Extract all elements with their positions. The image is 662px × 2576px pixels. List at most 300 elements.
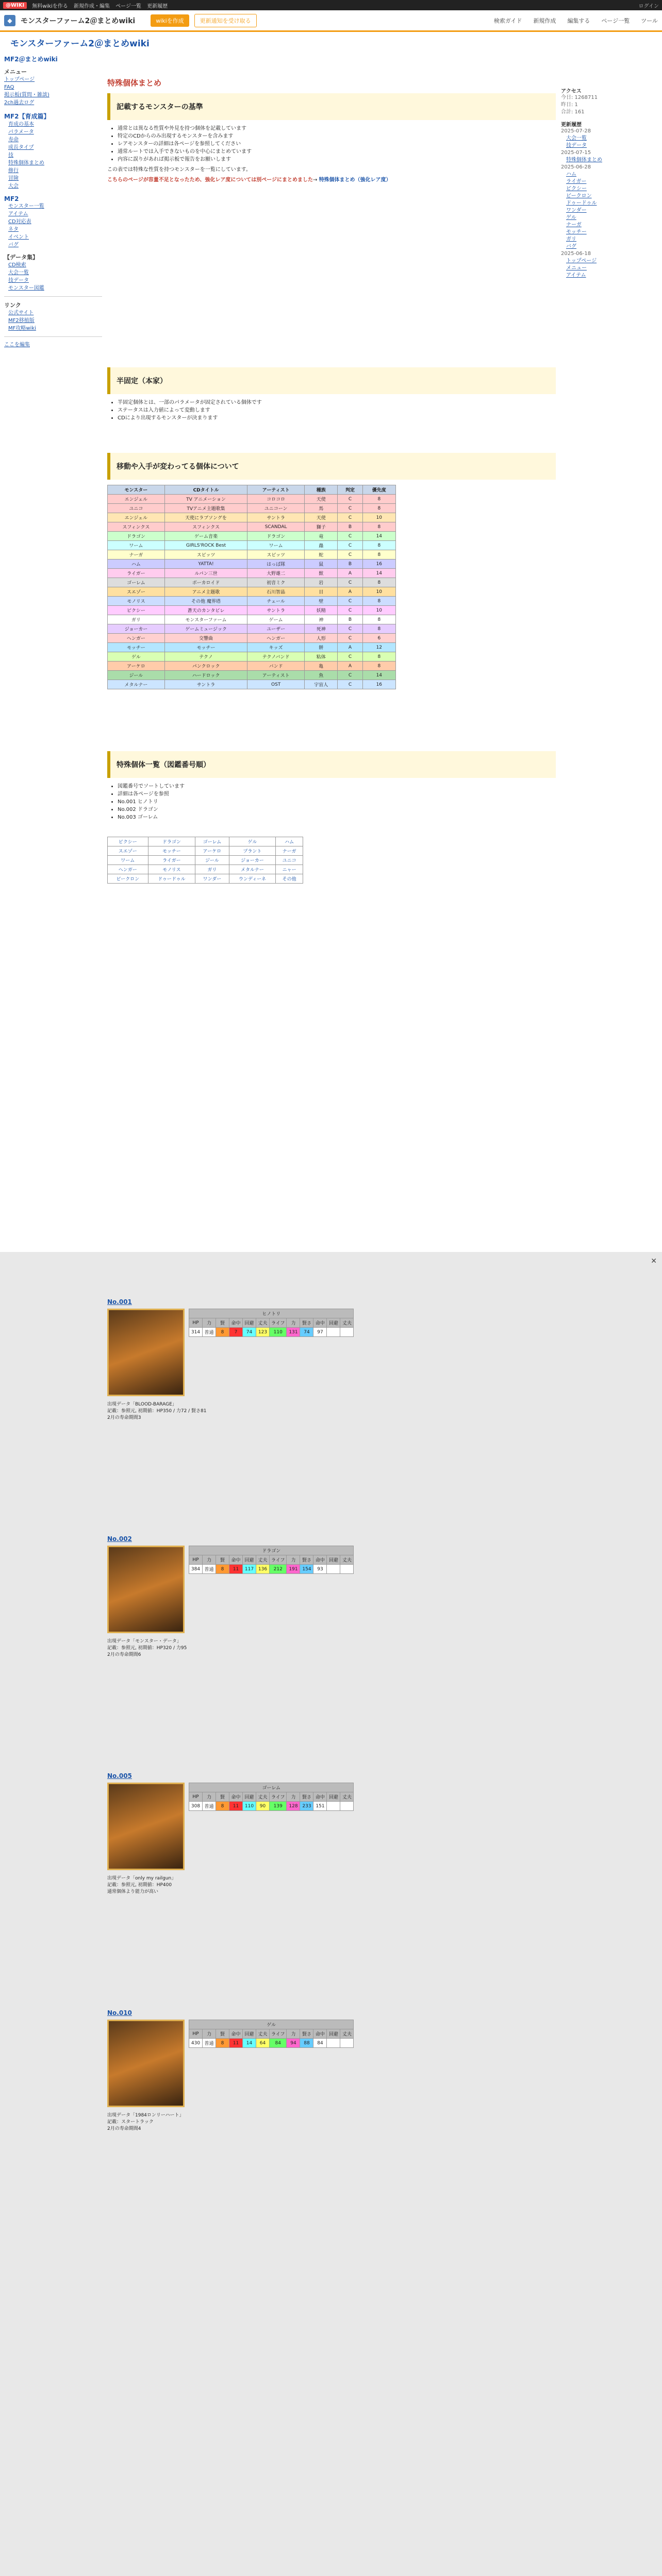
top-links: [4, 76, 102, 107]
table-cell: ドラゴン: [247, 532, 305, 541]
table-cell: 目: [305, 587, 338, 597]
follow-button[interactable]: 更新通知を受け取る: [194, 14, 257, 27]
table-cell: 鼠: [305, 560, 338, 569]
stat-label: 力: [203, 1792, 216, 1802]
sidebar-link[interactable]: イベント: [8, 234, 29, 240]
monster-card: [107, 1772, 556, 1989]
table-cell: スピッツ: [164, 550, 247, 560]
sidebar-link[interactable]: 寿命: [8, 137, 19, 143]
table-cell: ガリ: [108, 615, 165, 624]
table-cell: ワーム: [247, 541, 305, 550]
stat-label: 命中: [313, 2029, 327, 2039]
sidebar-link[interactable]: MF攻略wiki: [8, 326, 36, 331]
table-cell: アーティスト: [247, 671, 305, 680]
stat-label: 賢さ: [300, 2029, 313, 2039]
table-cell: 初音ミク: [247, 578, 305, 587]
table-row: [189, 1328, 354, 1337]
access-stat: 今日: 1268711: [561, 95, 598, 100]
sidebar-link[interactable]: 技: [8, 152, 13, 158]
table-row: [108, 846, 303, 856]
stat-value: [340, 2039, 354, 2048]
sidebar-link[interactable]: 冒険: [8, 176, 19, 181]
table-row: [189, 1783, 354, 1792]
table-row: [108, 643, 396, 652]
stat-value: 308: [189, 1802, 203, 1811]
stat-label: 回避: [327, 1555, 340, 1565]
stats-table: [189, 1783, 354, 1811]
spacer: [107, 187, 556, 362]
table-cell: 14: [362, 671, 395, 680]
stats-table: [189, 1309, 354, 1337]
table-row: [189, 1555, 354, 1565]
stat-label: 力: [287, 2029, 300, 2039]
index-grid-link[interactable]: ドラゴン: [148, 837, 195, 846]
index-grid-link[interactable]: ヘンガー: [108, 865, 148, 874]
table-cell: C: [338, 597, 362, 606]
table-cell: ボーカロイド: [164, 578, 247, 587]
criteria-list: [107, 125, 556, 163]
table-cell: 8: [362, 495, 395, 504]
list-item: • 半固定個体とは、一部のパラメータが固定されている個体です: [118, 399, 556, 406]
divider: [4, 336, 102, 337]
left-sidebar: [4, 49, 102, 1183]
table-row: [108, 597, 396, 606]
sidebar-link[interactable]: パラメータ: [8, 129, 34, 135]
stat-label: 力: [203, 2029, 216, 2039]
table-row: [108, 541, 396, 550]
monster-name: ゲル: [189, 2020, 354, 2029]
table-row: [189, 1309, 354, 1318]
sidebar-link[interactable]: 特殊個体まとめ: [8, 160, 44, 166]
stat-value: 110: [243, 1802, 256, 1811]
sidebar-link[interactable]: 技データ: [8, 278, 29, 283]
sidebar-link[interactable]: 大会: [8, 183, 19, 189]
table-cell: サントラ: [164, 680, 247, 689]
index-grid-link[interactable]: その他: [276, 874, 303, 884]
section-links-list: [4, 309, 102, 332]
table-cell: B: [338, 560, 362, 569]
table-cell: メタルナー: [108, 680, 165, 689]
stat-value: 90: [256, 1802, 270, 1811]
stat-value: [340, 1565, 354, 1574]
stat-label: 賢さ: [300, 1792, 313, 1802]
table-cell: モノリス: [108, 597, 165, 606]
card-title[interactable]: No.002: [107, 1535, 132, 1543]
table-row: [108, 578, 396, 587]
stat-value: [327, 1802, 340, 1811]
sidebar-link[interactable]: ネタ: [8, 227, 19, 232]
table-cell: 8: [362, 597, 395, 606]
section-mf2-links: [4, 202, 102, 249]
login-link[interactable]: ログイン: [638, 3, 659, 9]
stat-value: 8: [216, 2039, 229, 2048]
index-grid-link[interactable]: モノリス: [148, 865, 195, 874]
index-grid-link[interactable]: ハム: [276, 837, 303, 846]
table-cell: アーケロ: [108, 662, 165, 671]
recent-date: 2025-07-28: [561, 128, 591, 134]
stat-value: 14: [243, 2039, 256, 2048]
monster-image: [107, 1309, 185, 1396]
stat-label: 丈夫: [256, 2029, 270, 2039]
table-cell: 12: [362, 643, 395, 652]
table-row: [108, 615, 396, 624]
stat-label: 賢さ: [300, 1318, 313, 1328]
recent-date: 2025-07-15: [561, 150, 591, 156]
stat-value: 普通: [203, 1802, 216, 1811]
stat-value: [327, 1328, 340, 1337]
index-grid-link[interactable]: プラント: [229, 846, 276, 856]
sidebar-link[interactable]: 公式サイト: [8, 310, 34, 316]
monster-name: ヒノトリ: [189, 1309, 354, 1318]
stats-table: [189, 1546, 354, 1574]
nav-search[interactable]: 検索ガイド: [493, 17, 522, 24]
topbar-link-edit[interactable]: 新規作成・編集: [73, 3, 110, 9]
recent-link[interactable]: モッチー: [566, 229, 587, 235]
table-cell: 8: [362, 550, 395, 560]
table-cell: SCANDAL: [247, 522, 305, 532]
recent-link[interactable]: ワンダー: [566, 208, 587, 213]
stat-label: 賢: [216, 1792, 229, 1802]
stat-value: 11: [229, 2039, 243, 2048]
stat-label: 賢: [216, 2029, 229, 2039]
table-cell: A: [338, 569, 362, 578]
table-row: [108, 587, 396, 597]
stat-label: 力: [287, 1792, 300, 1802]
notice-link[interactable]: 特殊個体まとめ（強化レア度）: [319, 177, 391, 183]
stat-value: 131: [287, 1328, 300, 1337]
main-content: [107, 77, 556, 884]
recent-link[interactable]: 特殊個体まとめ: [566, 157, 602, 163]
table-cell: ユニコ: [108, 504, 165, 513]
card-title[interactable]: No.005: [107, 1772, 132, 1780]
table-cell: 壁: [305, 597, 338, 606]
stat-value: 97: [313, 1328, 327, 1337]
index-grid-link[interactable]: メタルナー: [229, 865, 276, 874]
stat-label: 回避: [327, 2029, 340, 2039]
table-cell: 14: [362, 532, 395, 541]
stat-label: 力: [203, 1318, 216, 1328]
index-grid-link[interactable]: ドゥードゥル: [148, 874, 195, 884]
table-row: [108, 569, 396, 578]
table-cell: 8: [362, 662, 395, 671]
sidebar-link[interactable]: CD対応表: [8, 219, 31, 225]
nav-new[interactable]: 新規作成: [533, 17, 556, 24]
section-semi-fixed: 半固定（本家）: [107, 367, 556, 394]
stat-label: ライフ: [270, 2029, 287, 2039]
list-item: • ステータスは入力値によって変動します: [118, 407, 556, 414]
table-row: [189, 1318, 354, 1328]
recent-title: 更新履歴: [561, 122, 582, 128]
wiki-topbar: [0, 0, 662, 10]
table-header: モンスター: [108, 485, 165, 495]
stat-label: 力: [287, 1555, 300, 1565]
stat-value: 8: [216, 1802, 229, 1811]
sidebar-link[interactable]: CD検索: [8, 262, 26, 268]
section-links: リンク: [4, 302, 21, 309]
stat-value: 88: [300, 2039, 313, 2048]
table-cell: 亀: [305, 662, 338, 671]
sidebar-link[interactable]: FAQ: [4, 84, 14, 90]
table-cell: C: [338, 513, 362, 522]
create-wiki-button[interactable]: wikiを作成: [151, 14, 189, 27]
index-grid-link[interactable]: ピクシー: [108, 837, 148, 846]
table-cell: TVアニメ主題歌集: [164, 504, 247, 513]
table-cell: モッチー: [164, 643, 247, 652]
recent-link[interactable]: メニュー: [566, 265, 587, 271]
index-grid-link[interactable]: ジール: [195, 856, 229, 865]
card-title[interactable]: No.010: [107, 2009, 132, 2016]
stat-value: 74: [243, 1328, 256, 1337]
index-grid-link[interactable]: ウンディーネ: [229, 874, 276, 884]
index-grid-link[interactable]: ジョーカー: [229, 856, 276, 865]
table-cell: A: [338, 587, 362, 597]
index-grid-link[interactable]: ゴーレム: [195, 837, 229, 846]
table-cell: 魚: [305, 671, 338, 680]
table-cell: ハム: [108, 560, 165, 569]
topbar-link-create[interactable]: 無料wikiを作る: [32, 3, 68, 9]
edit-menu-link[interactable]: ここを編集: [4, 342, 30, 348]
atwiki-logo[interactable]: @WIKI: [3, 2, 27, 9]
table-row: [108, 634, 396, 643]
stat-label: 回避: [243, 1318, 256, 1328]
table-row: [108, 837, 303, 846]
sidebar-link[interactable]: アイテム: [8, 211, 28, 217]
table-cell: 10: [362, 606, 395, 615]
index-grid-link[interactable]: ナーガ: [276, 846, 303, 856]
stat-value: 128: [287, 1802, 300, 1811]
table-cell: パンクロック: [164, 662, 247, 671]
stat-label: 回避: [243, 1555, 256, 1565]
sidebar-link[interactable]: 成長タイプ: [8, 145, 34, 150]
menu-label: メニュー: [4, 69, 27, 75]
stat-value: 233: [300, 1802, 313, 1811]
stat-label: 回避: [243, 2029, 256, 2039]
stat-label: HP: [189, 1792, 203, 1802]
notice: こちらのページが容量不足となったため、強化レア度については別ページにまとめました→ 特殊個体まとめ（強化レア度）: [107, 177, 391, 183]
index-grid-link[interactable]: アーケロ: [195, 846, 229, 856]
table-cell: ゲーム音楽: [164, 532, 247, 541]
table-cell: アニメ主題歌: [164, 587, 247, 597]
list-item: • レアモンスターの詳細は各ページを参照してください: [118, 141, 556, 148]
recent-date: 2025-06-18: [561, 251, 591, 257]
recent-link[interactable]: トップページ: [566, 258, 597, 264]
site-icon: ◆: [4, 15, 15, 26]
section-data: 【データ集】: [4, 254, 38, 261]
card-note: 出現データ「only my railgun」 記載：参照元, 初期値：HP400 通常個体より能力が高い: [107, 1876, 176, 1894]
table-row: [108, 662, 396, 671]
table-row: [108, 671, 396, 680]
list-item: • 図鑑番号でソートしています: [118, 783, 556, 790]
index-grid-link[interactable]: ビークロン: [108, 874, 148, 884]
recent-link[interactable]: ゲル: [566, 215, 576, 221]
index-grid-link[interactable]: ワンダー: [195, 874, 229, 884]
table-cell: 8: [362, 652, 395, 662]
index-grid-link[interactable]: ワーム: [108, 856, 148, 865]
index-grid-link[interactable]: ユニコ: [276, 856, 303, 865]
table-cell: ヘンガー: [247, 634, 305, 643]
table-cell: C: [338, 504, 362, 513]
recent-link[interactable]: ドゥードゥル: [566, 200, 597, 206]
sidebar-link[interactable]: MF2移植版: [8, 318, 35, 324]
index-grid-link[interactable]: ゲル: [229, 837, 276, 846]
table-cell: ライガー: [108, 569, 165, 578]
index-grid-link[interactable]: スエゾー: [108, 846, 148, 856]
recent-link[interactable]: バグ: [566, 244, 576, 249]
table-cell: ゲーム: [247, 615, 305, 624]
stat-value: 212: [270, 1565, 287, 1574]
topbar-link-history[interactable]: 更新履歴: [147, 3, 168, 9]
table-cell: OST: [247, 680, 305, 689]
table-cell: テクノ: [164, 652, 247, 662]
recent-link[interactable]: ライガー: [566, 179, 587, 184]
table-cell: サントラ: [247, 606, 305, 615]
table-header-row: [108, 485, 396, 495]
table-cell: スピッツ: [247, 550, 305, 560]
table-cell: C: [338, 652, 362, 662]
sidebar-link[interactable]: トップページ: [4, 77, 35, 82]
table-row: [189, 1792, 354, 1802]
table-row: [189, 1565, 354, 1574]
site-header: [0, 10, 662, 32]
table-cell: その他 魔界塔: [164, 597, 247, 606]
index-grid-link[interactable]: ガリ: [195, 865, 229, 874]
index-grid-link[interactable]: ライガー: [148, 856, 195, 865]
page-title: モンスターファーム2＠まとめwiki: [10, 39, 150, 49]
table-row: [189, 2039, 354, 2048]
table-cell: GIRLS'ROCK Best: [164, 541, 247, 550]
table-cell: 8: [362, 541, 395, 550]
table-cell: C: [338, 624, 362, 634]
monster-image: [107, 1783, 185, 1870]
table-cell: 天使: [305, 513, 338, 522]
sidebar-link[interactable]: 育成の基本: [8, 122, 34, 127]
recent-link[interactable]: 技データ: [566, 143, 587, 148]
table-cell: C: [338, 532, 362, 541]
sidebar-link[interactable]: モンスター図鑑: [8, 285, 44, 291]
stat-label: 丈夫: [340, 1318, 354, 1328]
stat-label: 丈夫: [256, 1318, 270, 1328]
index-grid-link[interactable]: ニャー: [276, 865, 303, 874]
table-cell: エンジェル: [108, 513, 165, 522]
recent-link[interactable]: ナーガ: [566, 222, 582, 228]
stat-value: 139: [270, 1802, 287, 1811]
monster-name: ゴーレム: [189, 1783, 354, 1792]
section-mf2: MF2: [4, 195, 19, 202]
table-row: [108, 495, 396, 504]
sidebar-link[interactable]: 掲示板(質問・雑談): [4, 92, 49, 98]
recent-link[interactable]: 大会一覧: [566, 135, 587, 141]
table-cell: ユーザー: [247, 624, 305, 634]
table-cell: 石川智晶: [247, 587, 305, 597]
recent-link[interactable]: ハム: [566, 172, 576, 177]
stat-label: 賢: [216, 1555, 229, 1565]
stat-value: 84: [270, 2039, 287, 2048]
table-row: [108, 874, 303, 884]
table-cell: テクノバンド: [247, 652, 305, 662]
table-cell: 馬: [305, 504, 338, 513]
topbar-link-pages[interactable]: ページ一覧: [115, 3, 141, 9]
special-table-body: [108, 495, 396, 689]
stat-value: 93: [313, 1565, 327, 1574]
close-icon[interactable]: ✕: [651, 1257, 657, 1265]
section-special: 移動や入手が変わってる個体について: [107, 453, 556, 480]
table-cell: モンスターファーム: [164, 615, 247, 624]
stat-label: 命中: [229, 2029, 243, 2039]
monster-card: [107, 1535, 556, 1752]
stat-label: 力: [203, 1555, 216, 1565]
access-title: アクセス: [561, 89, 582, 94]
sidebar-link[interactable]: 大会一覧: [8, 270, 29, 276]
stat-value: 384: [189, 1565, 203, 1574]
sidebar-link[interactable]: バグ: [8, 242, 19, 248]
nav-pagelist[interactable]: ページ一覧: [601, 17, 630, 24]
table-cell: 餅: [305, 643, 338, 652]
table-cell: 妖精: [305, 606, 338, 615]
table-header: CDタイトル: [164, 485, 247, 495]
sidebar-link[interactable]: 2ch過去ログ: [4, 100, 35, 106]
card-title[interactable]: No.001: [107, 1298, 132, 1306]
table-cell: 8: [362, 624, 395, 634]
menu-title[interactable]: MF2＠まとめwiki: [4, 56, 58, 63]
recent-link[interactable]: ピクシー: [566, 186, 587, 192]
stats-table: [189, 2020, 354, 2048]
table-cell: 10: [362, 587, 395, 597]
table-cell: チェール: [247, 597, 305, 606]
stat-value: 430: [189, 2039, 203, 2048]
sidebar-link[interactable]: 修行: [8, 168, 19, 174]
table-row: [189, 1546, 354, 1555]
table-cell: スエゾー: [108, 587, 165, 597]
recent-link[interactable]: アイテム: [566, 273, 586, 278]
site-title[interactable]: モンスターファーム2＠まとめwiki: [21, 16, 136, 25]
stat-value: 普通: [203, 2039, 216, 2048]
stat-value: 普通: [203, 1328, 216, 1337]
site-nav: [494, 16, 658, 25]
table-cell: ナーガ: [108, 550, 165, 560]
stat-value: 136: [256, 1565, 270, 1574]
table-cell: スフィンクス: [108, 522, 165, 532]
list-item: • No.001 ヒノトリ: [118, 799, 556, 806]
table-row: [108, 865, 303, 874]
table-cell: ルパン三世: [164, 569, 247, 578]
stat-label: 賢さ: [300, 1555, 313, 1565]
list-item: • No.003 ゴーレム: [118, 814, 556, 821]
sidebar-link[interactable]: モンスター一覧: [8, 204, 44, 209]
table-row: [108, 624, 396, 634]
table-cell: C: [338, 541, 362, 550]
stat-label: 命中: [229, 1318, 243, 1328]
recent-link[interactable]: ガリ: [566, 236, 576, 242]
table-row: [108, 652, 396, 662]
special-table: [107, 485, 396, 689]
stat-value: 117: [243, 1565, 256, 1574]
table-header: 優先度: [362, 485, 395, 495]
table-cell: 蛇: [305, 550, 338, 560]
stat-label: ライフ: [270, 1792, 287, 1802]
recent-link[interactable]: ビークロン: [566, 193, 592, 199]
table-cell: C: [338, 606, 362, 615]
access-stat: 昨日: 1: [561, 102, 578, 108]
table-cell: 神: [305, 615, 338, 624]
stat-label: HP: [189, 1318, 203, 1328]
nav-edit[interactable]: 編集する: [567, 17, 590, 24]
stat-value: 7: [229, 1328, 243, 1337]
table-row: [108, 856, 303, 865]
table-row: [108, 606, 396, 615]
nav-tools[interactable]: ツール: [641, 17, 658, 24]
list-item: • 通常とは異なる性質や外見を持つ個体を記載しています: [118, 125, 556, 132]
index-grid-link[interactable]: モッチー: [148, 846, 195, 856]
